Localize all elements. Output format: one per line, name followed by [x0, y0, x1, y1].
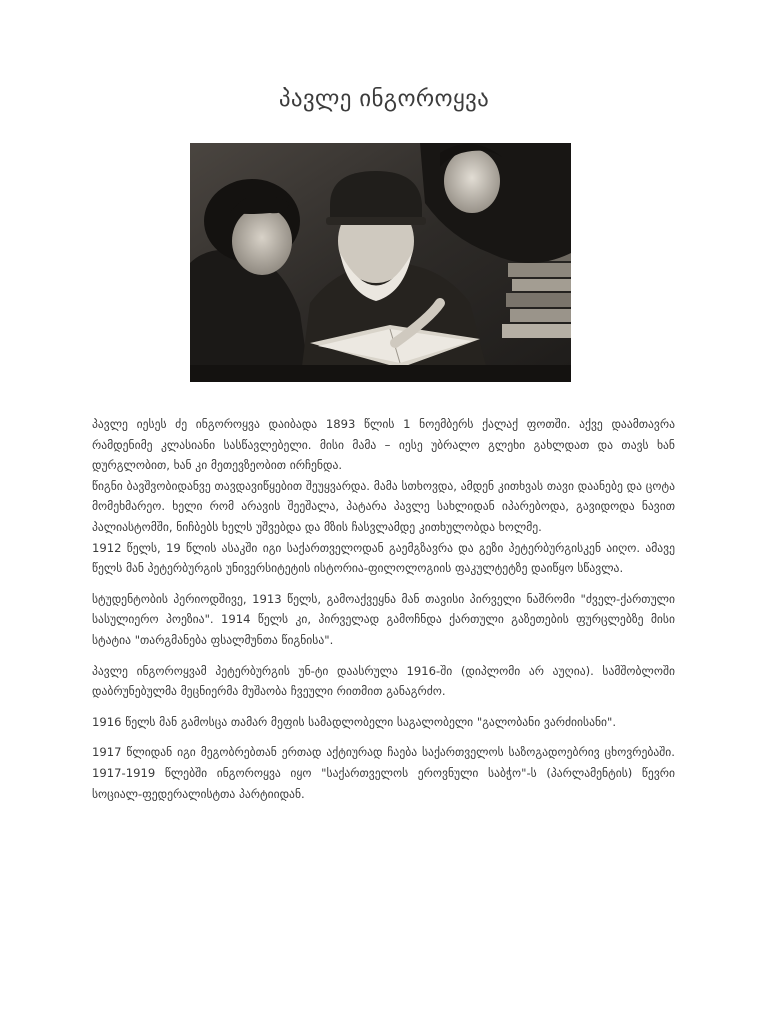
photo-illustration: [190, 143, 571, 382]
paragraph-birth: პავლე იესეს ძე ინგოროყვა დაიბადა 1893 წლის 1 ნოემბერს ქალაქ ფოთში. აქვე დაამთავრა რამდენიმე კლასიანი სასწავლებელი. მისი მამა – იესე უბრალო გლეხი გახლდათ და თავს ხან დურგლობით, ხან კი მეთევზეობით ირჩენდა.: [92, 417, 675, 473]
portrait-photo: [190, 143, 571, 382]
page-title: პავლე ინგოროყვა: [278, 86, 490, 112]
paragraph-graduation: პავლე ინგოროყვამ პეტერბურგის უნ-ტი დაასრულა 1916-ში (დიპლომი არ აუღია). სამშობლოში დაბრუნებულმა მეცნიერმა მუშაობა ჩვეული რითმით განაგრძო.: [92, 663, 675, 699]
paragraph-student-years: სტუდენტობის პერიოდშივე, 1913 წელს, გამოაქვეყნა მან თავისი პირველი ნაშრომი "ძველ-ქართული სასულიერო პოეზია". 1914 წელს კი, პირველად გამოჩნდა ქართული გაზეთების ფურცლებზე მისი სტატია "თარგმანება ფსალმუნთა წიგნისა".: [92, 591, 675, 647]
paragraph-1916: 1916 წელს მან გამოსცა თამარ მეფის სამადლობელი საგალობელი "გალობანი ვარძიისანი".: [92, 714, 617, 729]
biography-text: [92, 414, 675, 804]
paragraph-petersburg: 1912 წელს, 19 წლის ასაკში იგი საქართველოდან გაემგზავრა და გეზი პეტერბურგისკენ აიღო. ამავე წელს მან პეტერბურგის უნივერსიტეტის ისტორია-ფილოლოგიის ფაკულტეტზე დაიწყო სწავლა.: [92, 540, 675, 576]
paragraph-childhood: წიგნი ბავშვობიდანვე თავდავიწყებით შეუყვარდა. მამა სთხოვდა, ამდენ კითხვას თავი დაანებე და ცოტა მომეხმარეო. ხელი რომ არავის შეეშალა, პატარა პავლე სახლიდან იპარებოდა, გავიდოდა ნავით პალიასტომში, ნიჩბებს ხელს უშვებდა და მზის ჩასვლამდე კითხულობდა ხოლმე.: [92, 478, 675, 534]
paragraph-1917: 1917 წლიდან იგი მეგობრებთან ერთად აქტიურად ჩაება საქართველოს საზოგადოებრივ ცხოვრებაში. 1917-1919 წლებში ინგოროყვა იყო "საქართველოს ეროვნული საბჭო"-ს (პარლამენტის) წევრი სოციალ-ფედერალისტთა პარტიიდან.: [92, 745, 675, 801]
